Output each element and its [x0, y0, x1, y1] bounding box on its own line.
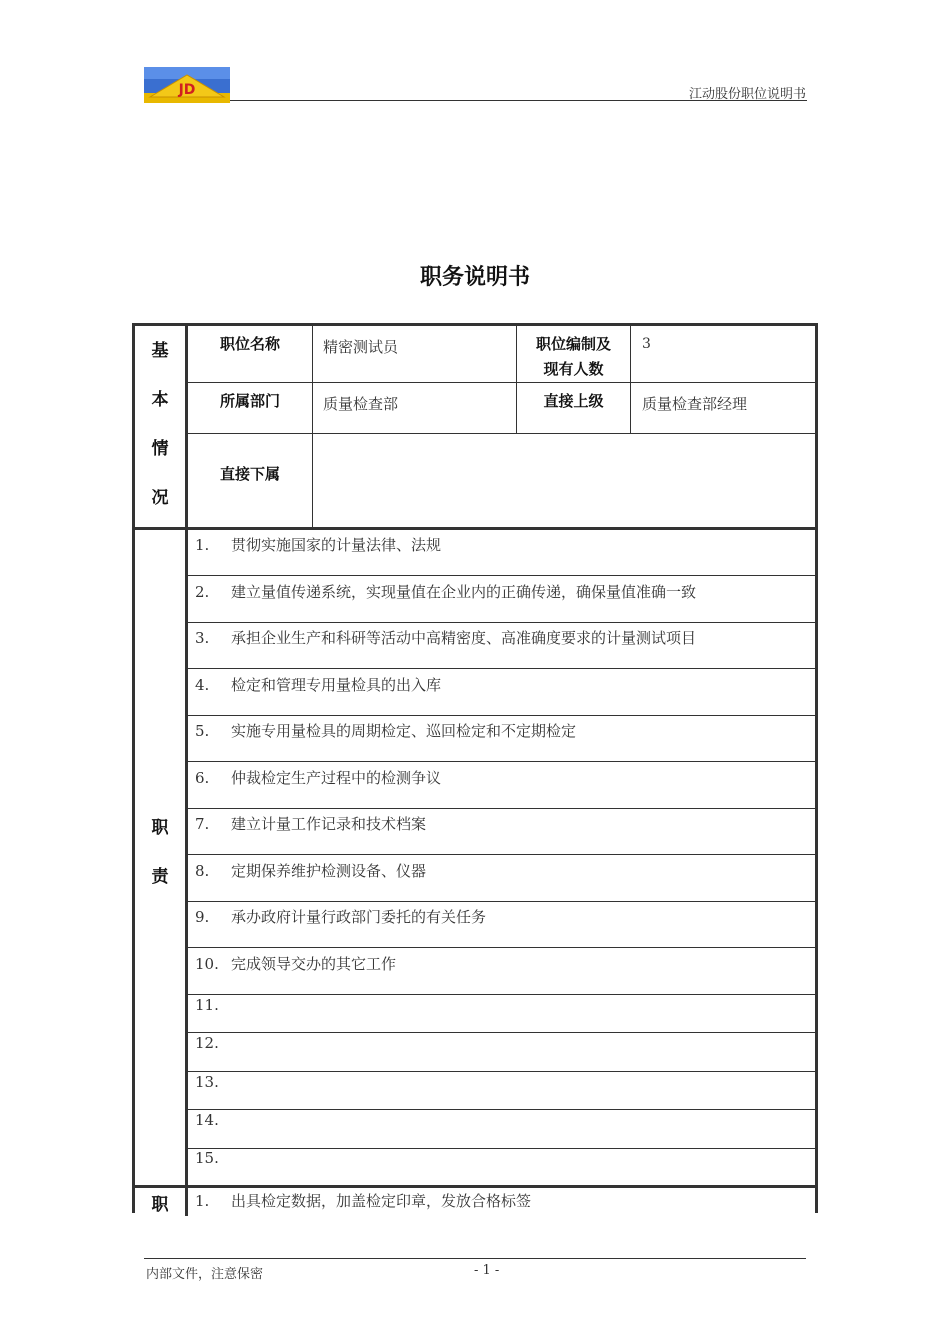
position-name-label: 职位名称: [219, 335, 280, 353]
duty-item: [195, 906, 486, 927]
duty-item: [195, 1034, 231, 1052]
duty-row-divider: [188, 668, 815, 669]
duty-num: 8.: [195, 862, 210, 880]
superior-label: 直接上级: [543, 392, 604, 410]
duty-row-divider: [188, 854, 815, 855]
authority-text: 出具检定数据，加盖检定印章，发放合格标签: [231, 1192, 532, 1210]
duty-item: [195, 767, 441, 788]
duty-row-divider: [188, 994, 815, 995]
duties-side-label-2: 责: [151, 867, 169, 887]
headcount-label-line2: 现有人数: [543, 360, 604, 378]
basic-side-label-2: 本: [151, 390, 169, 410]
duty-item: [195, 860, 426, 881]
duty-item: [195, 720, 576, 741]
duties-side-label-1: 职: [151, 818, 169, 838]
section-divider-duties: [135, 1185, 815, 1188]
duty-num: 5.: [195, 722, 210, 740]
duty-row-divider: [188, 622, 815, 623]
duty-item: [195, 1149, 231, 1167]
basic-col-divider-3: [630, 326, 631, 433]
duty-item: [195, 996, 231, 1014]
duty-num: 7.: [195, 815, 210, 833]
section-divider-basic: [135, 527, 815, 530]
duty-item: [195, 953, 396, 974]
duty-item: [195, 674, 441, 695]
superior-value: 质量检查部经理: [642, 395, 748, 413]
subordinate-label: 直接下属: [219, 465, 280, 483]
duty-row-divider: [188, 947, 815, 948]
department-label: 所属部门: [219, 392, 280, 410]
header-rule: [230, 100, 807, 101]
basic-side-label-1: 基: [151, 341, 169, 361]
duty-num: 12.: [195, 1034, 219, 1052]
duty-row-divider: [188, 575, 815, 576]
headcount-label: [517, 332, 630, 382]
duty-text: 承办政府计量行政部门委托的有关任务: [231, 908, 487, 926]
duty-text: 建立量值传递系统，实现量值在企业内的正确传递，确保量值准确一致: [231, 583, 697, 601]
duty-item: [195, 813, 426, 834]
authority-num: 1.: [195, 1192, 210, 1210]
duty-row-divider: [188, 1148, 815, 1149]
headcount-label-line1: 职位编制及: [535, 335, 611, 353]
duty-row-divider: [188, 901, 815, 902]
duty-row-divider: [188, 1071, 815, 1072]
duty-text: 定期保养维护检测设备、仪器: [231, 862, 427, 880]
duty-num: 10.: [195, 955, 219, 973]
duty-num: 9.: [195, 908, 210, 926]
footer-confidential-note: 内部文件，注意保密: [146, 1267, 264, 1282]
duty-num: 2.: [195, 583, 210, 601]
duty-item: [195, 534, 441, 555]
duty-text: 承担企业生产和科研等活动中高精密度、高准确度要求的计量测试项目: [231, 629, 697, 647]
duty-text: 建立计量工作记录和技术档案: [231, 815, 427, 833]
basic-side-label-3: 情: [151, 439, 169, 459]
duty-num: 6.: [195, 769, 210, 787]
authority-side-label: 职: [151, 1195, 169, 1215]
basic-row-divider-2: [188, 433, 815, 434]
duty-num: 3.: [195, 629, 210, 647]
duty-text: 实施专用量检具的周期检定、巡回检定和不定期检定: [231, 722, 577, 740]
duty-text: 仲裁检定生产过程中的检测争议: [231, 769, 442, 787]
job-description-table: [132, 323, 818, 1213]
duty-text: 贯彻实施国家的计量法律、法规: [231, 536, 442, 554]
duty-row-divider: [188, 715, 815, 716]
header-document-name: 江动股份职位说明书: [688, 87, 806, 102]
svg-text:JD: JD: [178, 82, 196, 98]
duty-row-divider: [188, 808, 815, 809]
duty-num: 14.: [195, 1111, 219, 1129]
duty-num: 13.: [195, 1073, 219, 1091]
page-title: 职务说明书: [419, 265, 530, 290]
basic-col-divider-1: [312, 326, 313, 528]
duty-row-divider: [188, 761, 815, 762]
authority-item: [195, 1190, 531, 1211]
duty-item: [195, 1073, 231, 1091]
company-logo: [144, 67, 230, 103]
duty-item: [195, 1111, 231, 1129]
side-column-divider: [185, 326, 188, 1216]
duty-item: [195, 627, 696, 648]
department-value: 质量检查部: [323, 395, 399, 413]
footer-page-number: - 1 -: [474, 1263, 500, 1278]
duty-text: 检定和管理专用量检具的出入库: [231, 676, 442, 694]
duty-row-divider: [188, 1109, 815, 1110]
duty-num: 11.: [195, 996, 219, 1014]
basic-side-label-4: 况: [151, 488, 169, 508]
duty-item: [195, 581, 696, 602]
footer-rule: [144, 1258, 806, 1259]
basic-row-divider-1: [188, 382, 815, 383]
position-name-value: 精密测试员: [323, 338, 399, 356]
duty-row-divider: [188, 1032, 815, 1033]
duty-num: 4.: [195, 676, 210, 694]
duty-num: 15.: [195, 1149, 219, 1167]
duty-text: 完成领导交办的其它工作: [231, 955, 397, 973]
headcount-value: 3: [642, 336, 651, 352]
duty-num: 1.: [195, 536, 210, 554]
